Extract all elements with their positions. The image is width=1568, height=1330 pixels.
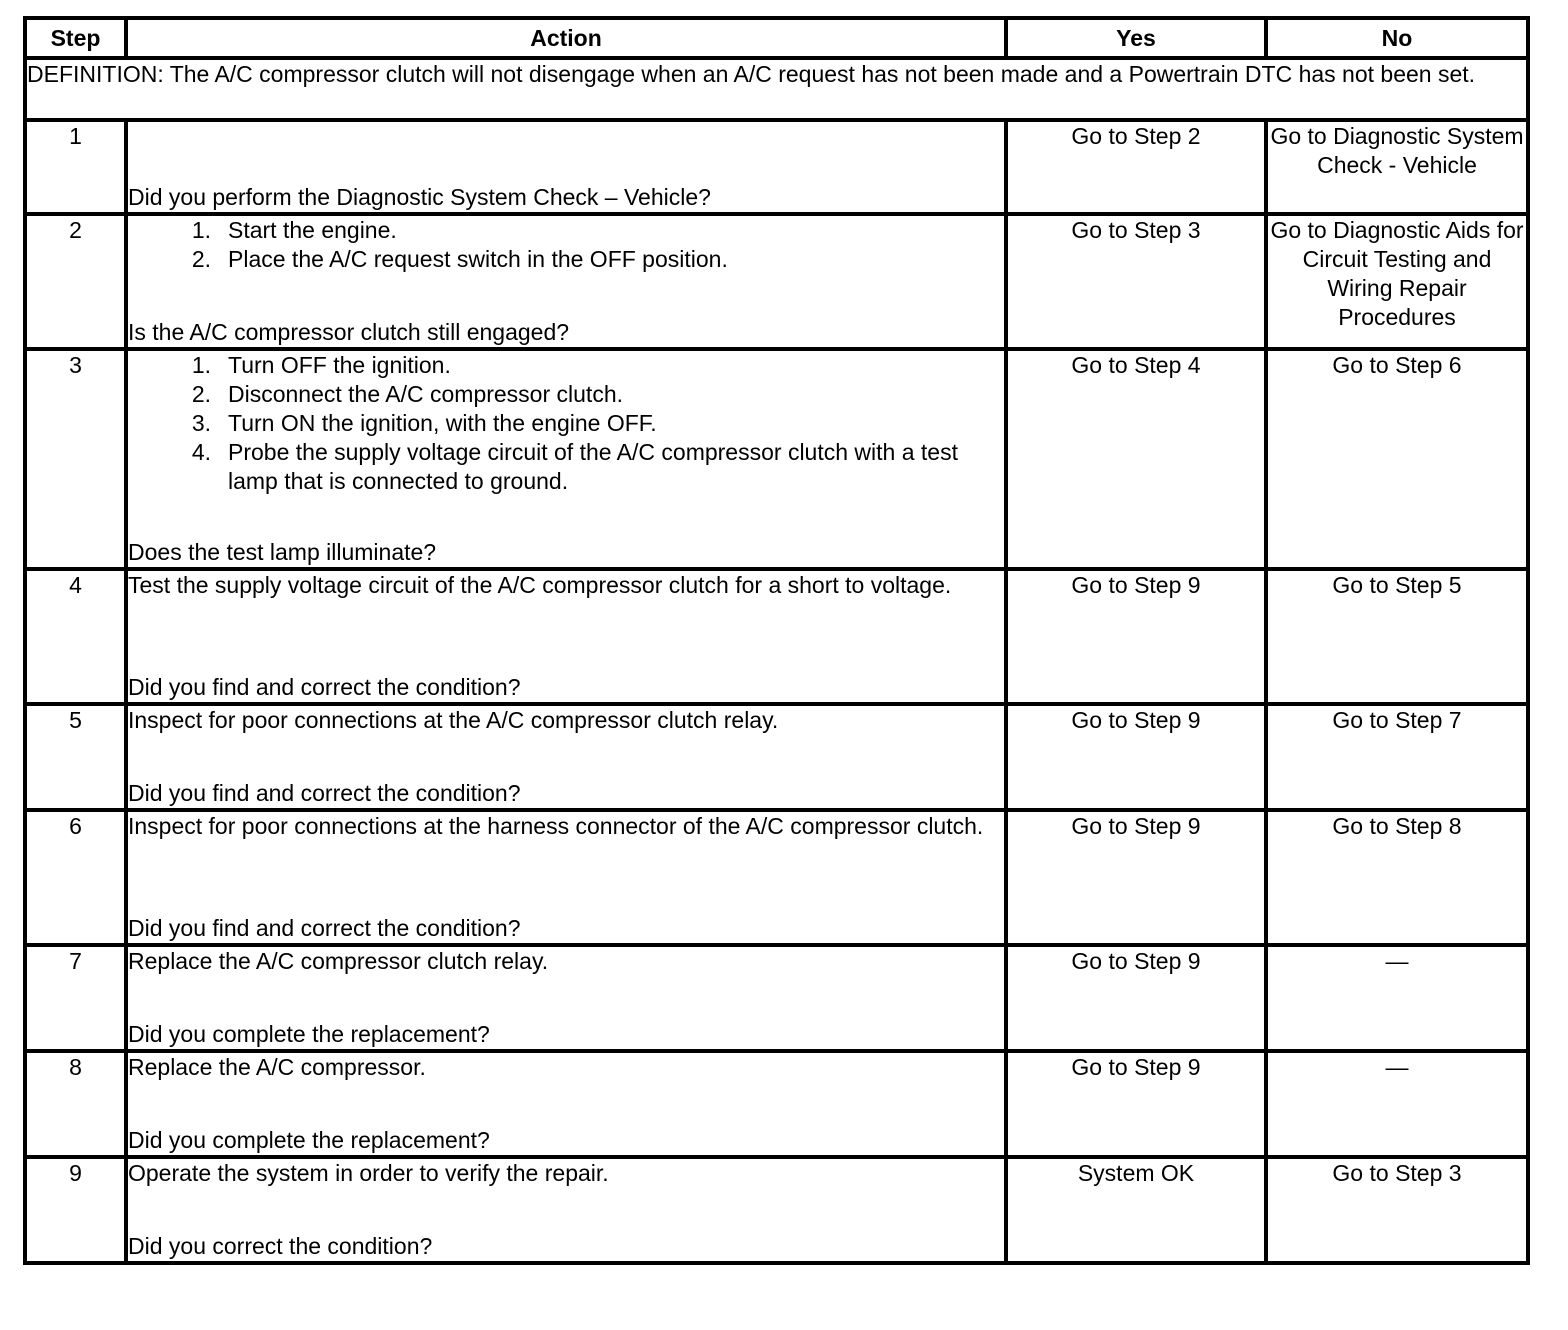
step-number: 6 [25, 810, 126, 945]
action-question: Does the test lamp illuminate? [128, 539, 437, 565]
action-list-item [128, 409, 1004, 438]
yes-result: Go to Step 4 [1006, 349, 1266, 569]
action-list-item [128, 380, 1004, 409]
header-no: No [1266, 18, 1528, 58]
definition-text: DEFINITION: The A/C compressor clutch will not disengage when an A/C request has not been made and a Powertrain DTC has not been set. [25, 58, 1528, 120]
action-question: Did you correct the condition? [128, 1233, 433, 1259]
header-action: Action [126, 18, 1006, 58]
step-action [126, 704, 1006, 810]
yes-result: Go to Step 9 [1006, 1051, 1266, 1157]
step-action [126, 349, 1006, 569]
step-action [126, 1157, 1006, 1263]
diagnostic-table [23, 16, 1530, 1265]
step-action [126, 1051, 1006, 1157]
list-item-text: Probe the supply voltage circuit of the A/C compressor clutch with a test lamp that is connected to ground. [228, 439, 958, 494]
list-item-number: 1. [191, 217, 211, 243]
yes-result: System OK [1006, 1157, 1266, 1263]
action-question: Did you complete the replacement? [128, 1021, 490, 1047]
action-list-item [128, 438, 1004, 496]
yes-result: Go to Step 3 [1006, 214, 1266, 349]
action-instruction: Replace the A/C compressor. [128, 1054, 426, 1080]
no-result: — [1266, 1051, 1528, 1157]
step-row [25, 810, 1528, 945]
step-action [126, 810, 1006, 945]
list-item-text: Turn ON the ignition, with the engine OFF. [228, 410, 657, 436]
step-number: 5 [25, 704, 126, 810]
yes-result: Go to Step 9 [1006, 704, 1266, 810]
step-number: 3 [25, 349, 126, 569]
step-number: 4 [25, 569, 126, 704]
step-row [25, 569, 1528, 704]
action-question: Did you perform the Diagnostic System Check – Vehicle? [128, 184, 711, 210]
action-question: Did you find and correct the condition? [128, 915, 521, 941]
no-result: Go to Diagnostic Aids for Circuit Testing and Wiring Repair Procedures [1266, 214, 1528, 349]
header-yes: Yes [1006, 18, 1266, 58]
action-instruction: Inspect for poor connections at the A/C compressor clutch relay. [128, 707, 779, 733]
yes-result: Go to Step 2 [1006, 120, 1266, 214]
action-list [128, 351, 1004, 496]
step-row [25, 704, 1528, 810]
action-list-item [128, 216, 1004, 245]
action-question: Did you find and correct the condition? [128, 674, 521, 700]
list-item-number: 3. [191, 410, 211, 436]
step-action [126, 214, 1006, 349]
action-list-item [128, 351, 1004, 380]
yes-result: Go to Step 9 [1006, 569, 1266, 704]
step-row [25, 945, 1528, 1051]
step-action [126, 569, 1006, 704]
step-number: 2 [25, 214, 126, 349]
action-question: Did you find and correct the condition? [128, 780, 521, 806]
action-instruction: Test the supply voltage circuit of the A/C compressor clutch for a short to voltage. [128, 572, 952, 598]
action-list-item [128, 245, 1004, 274]
no-result: Go to Step 8 [1266, 810, 1528, 945]
action-list [128, 216, 1004, 274]
no-result: Go to Step 5 [1266, 569, 1528, 704]
yes-result: Go to Step 9 [1006, 945, 1266, 1051]
step-row [25, 349, 1528, 569]
header-row [25, 18, 1528, 58]
no-result: — [1266, 945, 1528, 1051]
list-item-text: Turn OFF the ignition. [228, 352, 451, 378]
list-item-number: 1. [191, 352, 211, 378]
header-step: Step [25, 18, 126, 58]
step-number: 9 [25, 1157, 126, 1263]
step-action [126, 945, 1006, 1051]
list-item-text: Place the A/C request switch in the OFF position. [228, 246, 728, 272]
yes-result: Go to Step 9 [1006, 810, 1266, 945]
no-result: Go to Diagnostic System Check - Vehicle [1266, 120, 1528, 214]
step-row [25, 120, 1528, 214]
list-item-text: Disconnect the A/C compressor clutch. [228, 381, 623, 407]
list-item-number: 2. [191, 246, 211, 272]
action-instruction: Operate the system in order to verify the repair. [128, 1160, 609, 1186]
no-result: Go to Step 7 [1266, 704, 1528, 810]
no-result: Go to Step 6 [1266, 349, 1528, 569]
no-result: Go to Step 3 [1266, 1157, 1528, 1263]
step-row [25, 1051, 1528, 1157]
definition-row [25, 58, 1528, 120]
action-instruction: Replace the A/C compressor clutch relay. [128, 948, 549, 974]
action-question: Did you complete the replacement? [128, 1127, 490, 1153]
step-number: 8 [25, 1051, 126, 1157]
step-action [126, 120, 1006, 214]
step-number: 1 [25, 120, 126, 214]
list-item-number: 2. [191, 381, 211, 407]
step-row [25, 1157, 1528, 1263]
action-question: Is the A/C compressor clutch still engaged? [128, 319, 570, 345]
action-instruction: Inspect for poor connections at the harness connector of the A/C compressor clutch. [128, 813, 984, 839]
step-row [25, 214, 1528, 349]
list-item-number: 4. [191, 439, 211, 465]
list-item-text: Start the engine. [228, 217, 397, 243]
step-number: 7 [25, 945, 126, 1051]
